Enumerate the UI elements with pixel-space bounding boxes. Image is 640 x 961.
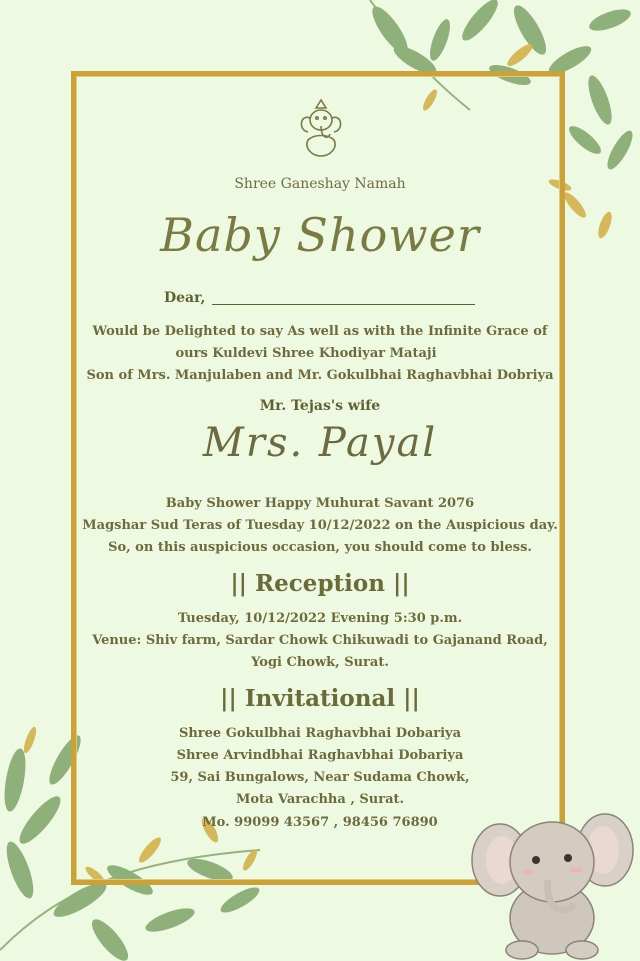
reception-heading: || Reception || <box>230 570 410 597</box>
muhurat-line-2: Magshar Sud Teras of Tuesday 10/12/2022 on the Auspicious day. <box>82 518 558 533</box>
ganesha-icon <box>294 96 348 162</box>
recipient-name-line <box>212 304 475 305</box>
dear-label: Dear, <box>164 290 206 306</box>
intro-line-1: Would be Delighted to say As well as with the Infinite Grace of <box>92 324 548 339</box>
intro-line-3: Son of Mrs. Manjulaben and Mr. Gokulbhai Raghavbhai Dobriya <box>86 368 554 383</box>
reception-line-1: Tuesday, 10/12/2022 Evening 5:30 p.m. <box>177 611 463 626</box>
invitational-line-4: Mota Varachha , Surat. <box>235 792 405 807</box>
reception-line-2: Venue: Shiv farm, Sardar Chowk Chikuwadi to Gajanand Road, <box>92 633 548 648</box>
invitational-line-1: Shree Gokulbhai Raghavbhai Dobariya <box>178 726 462 741</box>
muhurat-line-3: So, on this auspicious occasion, you should come to bless. <box>108 540 532 555</box>
invitational-line-3: 59, Sai Bungalows, Near Sudama Chowk, <box>170 770 470 785</box>
invitational-line-2: Shree Arvindbhai Raghavbhai Dobariya <box>176 748 464 763</box>
muhurat-line-1: Baby Shower Happy Muhurat Savant 2076 <box>165 496 475 511</box>
intro-line-2: ours Kuldevi Shree Khodiyar Mataji <box>175 346 437 361</box>
reception-line-3: Yogi Chowk, Surat. <box>251 655 389 670</box>
invitation-title: Baby Shower <box>160 208 480 262</box>
invitational-heading: || Invitational || <box>220 685 420 712</box>
honoree-name: Mrs. Payal <box>202 420 438 466</box>
baby-elephant-illustration <box>470 800 635 961</box>
blessing-text: Shree Ganeshay Namah <box>234 176 406 192</box>
invitational-phone-line: Mo. 99099 43567 , 98456 76890 <box>202 815 438 830</box>
husband-line: Mr. Tejas's wife <box>259 398 381 414</box>
